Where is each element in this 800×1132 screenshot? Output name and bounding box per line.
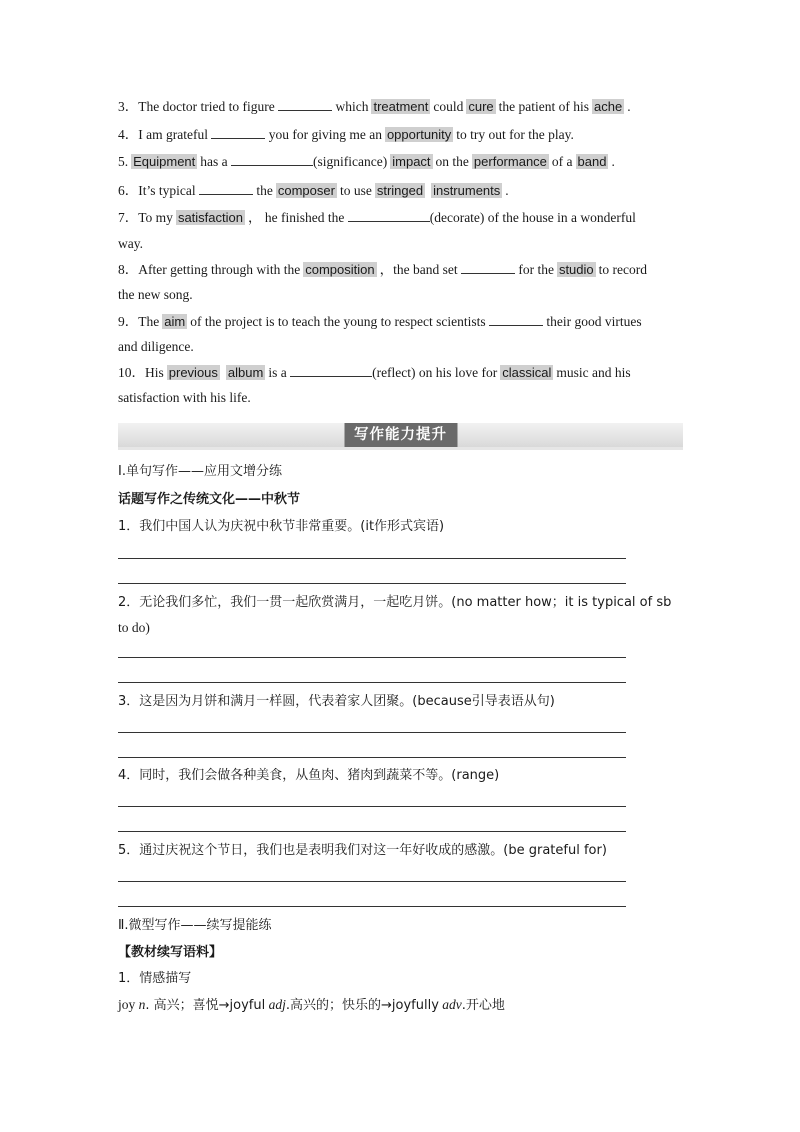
exercise-7: 7．To my satisfaction ， he finished the (decorate) of the house in a wonderful — [118, 210, 636, 225]
exercise-7-cont: way. — [118, 236, 143, 251]
answer-line[interactable] — [118, 806, 626, 807]
exercise-5: 5. Equipment has a (significance) impact on the performance of a band . — [118, 154, 615, 169]
section2-item-1: 1．情感描写 — [118, 971, 192, 986]
exercise-10: 10．His previous album is a (reflect) on his love for classical music and his — [118, 365, 631, 380]
writing-item-3: 3．这是因为月饼和满月一样圆，代表着家人团聚。(because引导表语从句) — [118, 694, 555, 709]
answer-line[interactable] — [118, 906, 626, 907]
vocab-line: joy n. 高兴；喜悦→joyful adj.高兴的；快乐的→joyfully adv.开心地 — [118, 997, 505, 1013]
exercise-8-cont: the new song. — [118, 287, 193, 302]
answer-line[interactable] — [118, 831, 626, 832]
writing-item-5: 5．通过庆祝这个节日，我们也是表明我们对这一年好收成的感激。(be grateful for) — [118, 843, 607, 858]
exercise-3: 3．The doctor tried to figure which treatment could cure the patient of his ache . — [118, 99, 631, 114]
writing-item-4: 4．同时，我们会做各种美食，从鱼肉、猪肉到蔬菜不等。(range) — [118, 768, 500, 783]
answer-line[interactable] — [118, 657, 626, 658]
answer-line[interactable] — [118, 732, 626, 733]
writing-item-2-cont: to do) — [118, 620, 150, 635]
banner-shadow — [118, 447, 683, 450]
section1-title: Ⅰ.单句写作——应用文增分练 — [118, 464, 282, 479]
section1-topic: 话题写作之传统文化——中秋节 — [118, 492, 301, 507]
exercise-9: 9．The aim of the project is to teach the young to respect scientists their good virtues — [118, 314, 642, 329]
answer-line[interactable] — [118, 881, 626, 882]
answer-line[interactable] — [118, 583, 626, 584]
section2-sub: 【教材续写语料】 — [118, 945, 223, 960]
exercise-10-cont: satisfaction with his life. — [118, 390, 251, 405]
answer-line[interactable] — [118, 558, 626, 559]
banner-title: 写作能力提升 — [344, 423, 457, 447]
exercise-8: 8．After getting through with the composition ，the band set for the studio to record — [118, 262, 647, 277]
writing-item-1: 1．我们中国人认为庆祝中秋节非常重要。(it作形式宾语) — [118, 519, 445, 534]
answer-line[interactable] — [118, 757, 626, 758]
exercise-6: 6．It’s typical the composer to use stringed instruments . — [118, 183, 509, 198]
exercise-9-cont: and diligence. — [118, 339, 194, 354]
answer-line[interactable] — [118, 682, 626, 683]
section-banner — [118, 423, 683, 447]
exercise-4: 4．I am grateful you for giving me an opportunity to try out for the play. — [118, 127, 574, 142]
writing-item-2: 2．无论我们多忙，我们一贯一起欣赏满月，一起吃月饼。(no matter how；it is typical of sb — [118, 595, 672, 610]
section2-title: Ⅱ.微型写作——续写提能练 — [118, 918, 272, 933]
